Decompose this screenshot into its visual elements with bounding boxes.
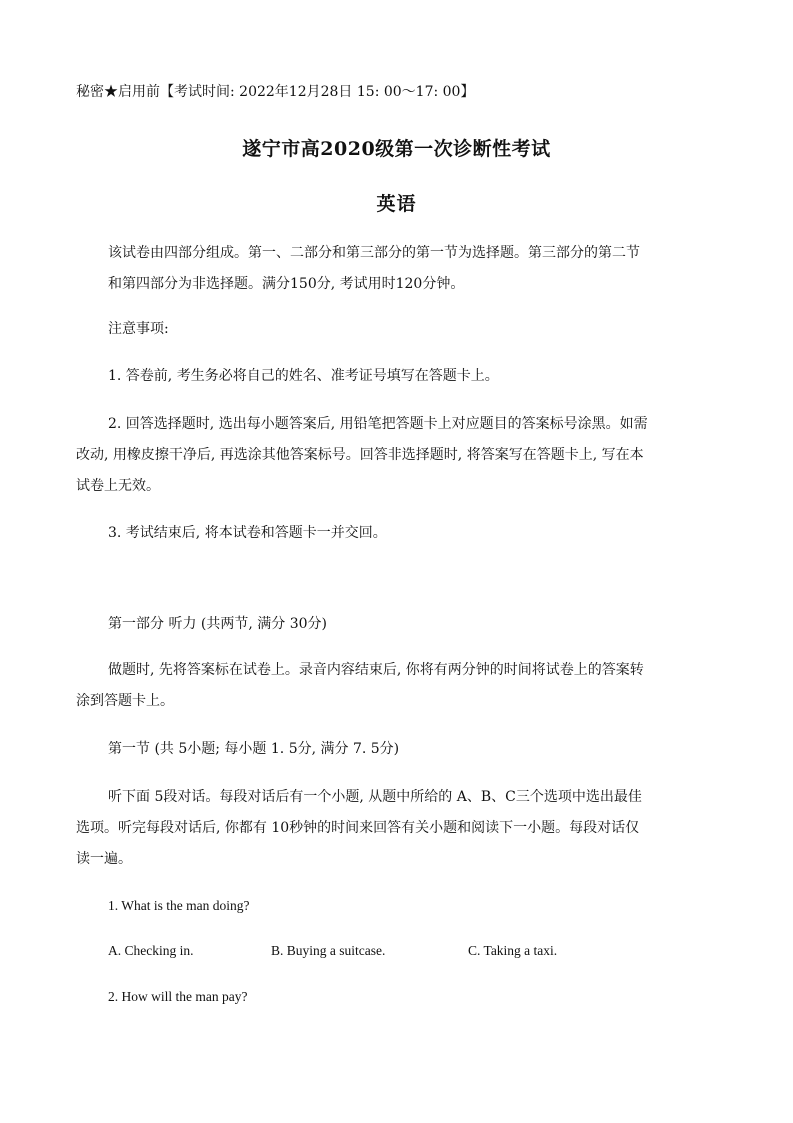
exam-title: 遂宁市高2020级第一次诊断性考试: [242, 138, 551, 160]
question-1-options: [108, 943, 668, 963]
notice-item-2-line: 2. 回答选择题时, 选出每小题答案后, 用铅笔把答题卡上对应题目的答案标号涂黑。如需: [108, 416, 648, 432]
section1-instruction-line: 选项。听完每段对话后, 你都有 10秒钟的时间来回答有关小题和阅读下一小题。每段对话仅: [76, 820, 640, 836]
notice-item-1: 1. 答卷前, 考生务必将自己的姓名、准考证号填写在答题卡上。: [108, 368, 499, 384]
intro-line: 该试卷由四部分组成。第一、二部分和第三部分的第一节为选择题。第三部分的第二节: [108, 245, 640, 261]
notice-item-2: [76, 409, 726, 502]
part1-heading: 第一部分 听力 (共两节, 满分 30分): [108, 616, 327, 632]
notice-heading: 注意事项:: [108, 321, 169, 337]
question-1-stem: 1. What is the man doing?: [108, 898, 250, 913]
option-b: B. Buying a suitcase.: [271, 943, 386, 958]
option-c: C. Taking a taxi.: [468, 943, 558, 958]
option-a: A. Checking in.: [108, 943, 194, 958]
intro-line: 和第四部分为非选择题。满分150分, 考试用时120分钟。: [108, 276, 465, 292]
section1-instruction-line: 听下面 5段对话。每段对话后有一个小题, 从题中所给的 A、B、C三个选项中选出最佳: [108, 789, 642, 805]
notice-item-2-line: 试卷上无效。: [76, 478, 160, 494]
section1-instruction-line: 读一遍。: [76, 851, 132, 867]
part1-instruction-line: 涂到答题卡上。: [76, 693, 174, 709]
part1-instructions: [76, 655, 726, 717]
notice-item-3: 3. 考试结束后, 将本试卷和答题卡一并交回。: [108, 525, 387, 541]
section1-heading: 第一节 (共 5小题; 每小题 1. 5分, 满分 7. 5分): [108, 741, 400, 757]
part1-instruction-line: 做题时, 先将答案标在试卷上。录音内容结束后, 你将有两分钟的时间将试卷上的答案转: [108, 662, 644, 678]
question-2-stem: 2. How will the man pay?: [108, 989, 248, 1004]
notice-item-2-line: 改动, 用橡皮擦干净后, 再选涂其他答案标号。回答非选择题时, 将答案写在答题卡上, 写在本: [76, 447, 644, 463]
subject-title: 英语: [376, 193, 417, 215]
confidential-header: 秘密★启用前【考试时间: 2022年12月28日 15: 00～17: 00】: [76, 84, 475, 100]
intro-paragraph: [108, 238, 720, 300]
section1-instructions: [76, 782, 726, 875]
